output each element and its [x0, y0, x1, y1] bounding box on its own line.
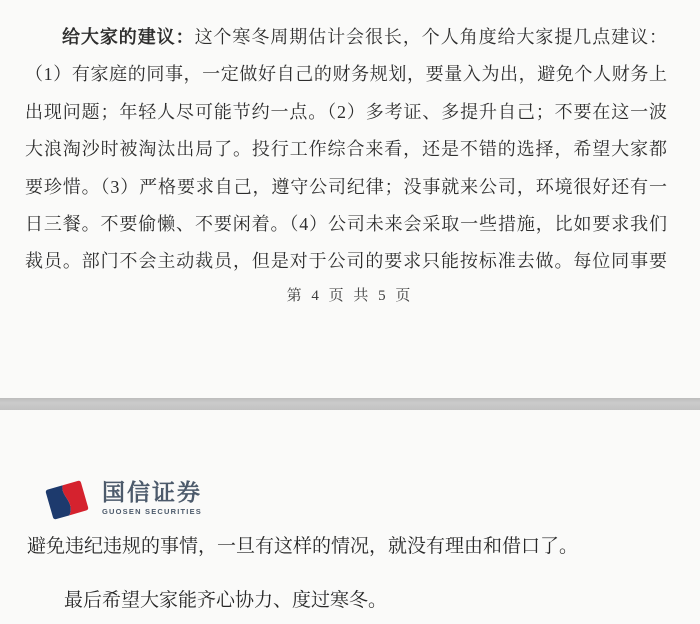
guosen-logo-icon	[38, 475, 96, 525]
page5-continuation-line: 避免违纪违规的事情，一旦有这样的情况，就没有理由和借口了。	[27, 536, 579, 557]
paragraph-line: （1）有家庭的同事，一定做好自己的财务规划，要量入为出，避免个人财务上	[25, 64, 667, 85]
paragraph-line: 要珍惜。（3）严格要求自己，遵守公司纪律；没事就来公司，环境很好还有一	[25, 176, 667, 197]
paragraph-line: 大浪淘沙时被淘汰出局了。投行工作综合来看，还是不错的选择，希望大家都	[25, 139, 667, 160]
page-break-divider	[0, 398, 700, 410]
paragraph-line: 出现问题；年轻人尽可能节约一点。（2）多考证、多提升自己；不要在这一波	[25, 101, 667, 122]
guosen-logo-name-en: GUOSEN SECURITIES	[102, 507, 202, 516]
guosen-logo-name-cn: 国信证券	[102, 479, 202, 505]
guosen-logo-text	[102, 480, 202, 516]
paragraph-heading-rest: 这个寒冬周期估计会很长，个人角度给大家提几点建议：	[194, 27, 667, 47]
paragraph-line	[25, 19, 667, 56]
guosen-logo	[38, 475, 202, 525]
page4-paragraph	[25, 19, 667, 281]
paragraph-heading: 给大家的建议：	[62, 27, 195, 47]
page5-closing-line: 最后希望大家能齐心协力、度过寒冬。	[64, 590, 388, 611]
paragraph-line: 日三餐。不要偷懒、不要闲着。（4）公司未来会采取一些措施，比如要求我们	[25, 213, 667, 234]
page-number: 第 4 页 共 5 页	[286, 288, 414, 304]
paragraph-line: 裁员。部门不会主动裁员，但是对于公司的要求只能按标准去做。每位同事要	[25, 251, 667, 272]
